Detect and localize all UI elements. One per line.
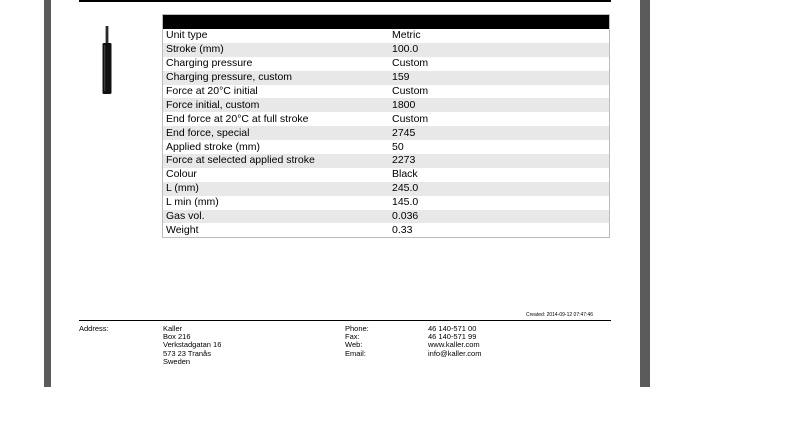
spec-row — [163, 29, 610, 43]
spec-value: Custom — [392, 112, 429, 125]
address-line: Kaller — [163, 324, 183, 333]
spec-table-body — [163, 29, 610, 238]
spec-row — [163, 71, 610, 85]
address-line: Box 216 — [163, 332, 191, 342]
spec-row — [163, 57, 610, 71]
spec-label: Charging pressure — [166, 57, 253, 70]
phone-value: 46 140-571 00 — [428, 324, 477, 333]
spec-row — [163, 210, 610, 224]
footer-address-label: Address: — [79, 324, 109, 333]
spec-value: 2273 — [389, 154, 610, 168]
spec-value: 159 — [389, 71, 610, 85]
spec-label: Force initial, custom — [163, 98, 390, 112]
spec-label: Gas vol. — [163, 210, 390, 224]
email-link[interactable]: info@kaller.com — [428, 348, 482, 358]
spec-label: Stroke (mm) — [163, 43, 390, 57]
spec-value: 0.33 — [392, 223, 413, 236]
spec-label: Force at selected applied stroke — [163, 154, 390, 168]
spec-row — [163, 168, 610, 182]
spec-label: L min (mm) — [166, 196, 219, 209]
spec-value: 100.0 — [389, 43, 610, 57]
spec-row — [163, 43, 610, 57]
spec-value: 0.036 — [389, 210, 610, 224]
document-page — [51, 0, 640, 387]
spec-label: Weight — [166, 223, 199, 236]
spec-label: End force at 20°C at full stroke — [166, 112, 309, 125]
address-line: Sweden — [163, 356, 191, 366]
footer-contact-values — [428, 325, 481, 358]
spec-row — [163, 112, 610, 126]
viewer-left-gutter — [44, 0, 51, 387]
spec-value: Custom — [392, 85, 429, 97]
spec-row — [163, 196, 610, 210]
spec-label: Unit type — [166, 29, 208, 42]
spec-label: L (mm) — [163, 182, 390, 196]
spec-label: Charging pressure, custom — [163, 71, 390, 85]
spec-table — [162, 14, 610, 238]
footer-address — [163, 325, 221, 366]
table-header-bar — [163, 15, 610, 30]
spec-value: 245.0 — [389, 182, 610, 196]
spec-row — [163, 85, 610, 99]
spec-label: Force at 20°C initial — [166, 85, 258, 97]
spec-row — [163, 140, 610, 154]
created-timestamp: Created: 2014-09-12 07:47:46 — [526, 312, 593, 318]
spec-value: 1800 — [389, 98, 610, 112]
viewer-right-gutter — [640, 0, 650, 387]
contact-label: Fax: — [345, 332, 360, 342]
spec-row — [163, 182, 610, 196]
address-line: Verkstadgatan 16 — [163, 340, 222, 350]
top-rule — [79, 0, 611, 2]
web-link[interactable]: www.kaller.com — [428, 340, 480, 350]
contact-label: Email: — [345, 348, 366, 358]
spec-value: Custom — [392, 57, 429, 70]
spec-label: Applied stroke (mm) — [166, 140, 260, 153]
contact-label: Web: — [345, 340, 363, 350]
spec-row — [163, 126, 610, 140]
spec-value: Black — [392, 168, 418, 181]
spec-value: Metric — [392, 29, 421, 42]
contact-label: Phone: — [345, 324, 369, 333]
spec-row — [163, 154, 610, 168]
spec-value: 50 — [392, 140, 404, 153]
footer-rule — [79, 320, 611, 321]
gas-spring-image — [101, 26, 113, 94]
spec-label: End force, special — [163, 126, 390, 140]
fax-value: 46 140-571 99 — [428, 332, 477, 342]
spec-value: 2745 — [389, 126, 610, 140]
footer-contact-labels — [345, 325, 369, 358]
spec-row — [163, 223, 610, 237]
spec-row — [163, 98, 610, 112]
address-line: 573 23 Tranås — [163, 348, 211, 358]
spec-label: Colour — [166, 168, 197, 181]
spec-value: 145.0 — [392, 196, 419, 209]
